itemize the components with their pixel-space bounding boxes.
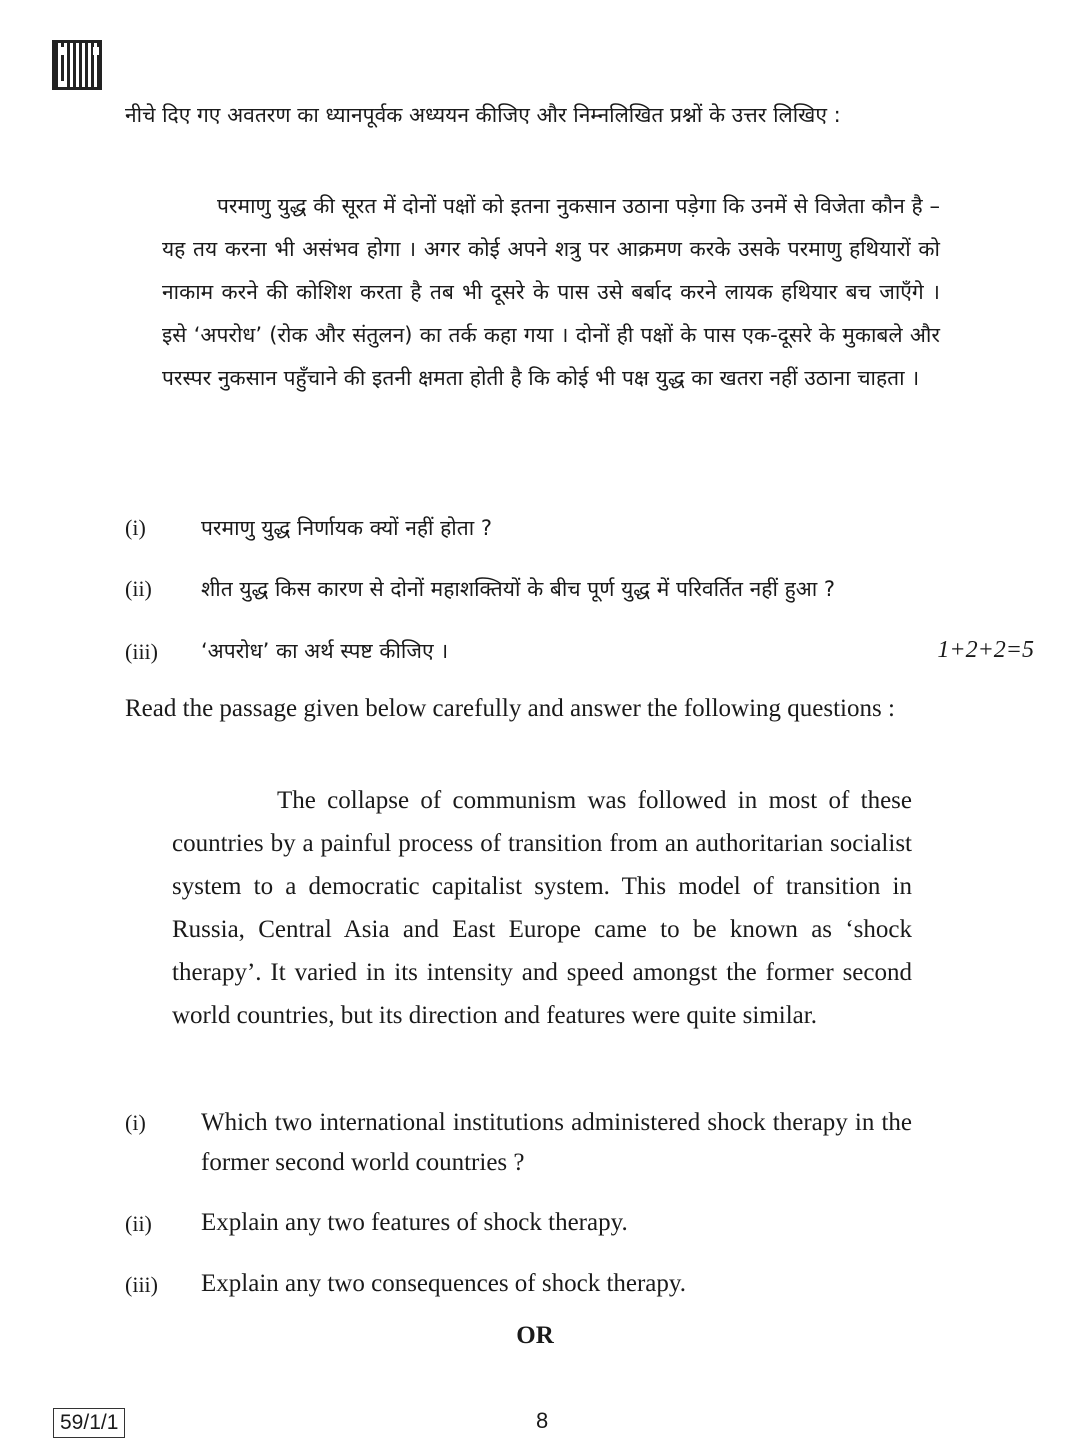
- question-text: Explain any two consequences of shock therapy.: [201, 1270, 687, 1297]
- question-number: (i): [125, 515, 146, 540]
- paper-code: 59/1/1: [53, 1408, 125, 1438]
- question-text: परमाणु युद्ध निर्णायक क्यों नहीं होता ?: [201, 516, 492, 540]
- question-number: (ii): [125, 576, 152, 601]
- question-number: (iii): [125, 1272, 158, 1297]
- question-text: Explain any two features of shock therapy.: [201, 1209, 628, 1236]
- or-separator: OR: [516, 1322, 554, 1349]
- english-passage: The collapse of communism was followed in most of these countries by a painful process of transition from an authoritarian socialist system to a democratic capitalist system. This model of transition in Russia, Central Asia and East Europe came to be known as ‘shock therapy’. It varied in its intensity and speed amongst the former second world countries, but its direction and features were quite similar.: [172, 787, 912, 1029]
- qr-code-icon: [52, 40, 102, 90]
- english-instructions: Read the passage given below carefully and answer the following questions :: [125, 695, 895, 722]
- question-text: शीत युद्ध किस कारण से दोनों महाशक्तियों के बीच पूर्ण युद्ध में परिवर्तित नहीं हुआ ?: [201, 577, 836, 601]
- page-number: 8: [536, 1408, 549, 1433]
- question-text: ‘अपरोध’ का अर्थ स्पष्ट कीजिए ।: [201, 639, 449, 663]
- question-number: (iii): [125, 639, 158, 664]
- hindi-passage: परमाणु युद्ध की सूरत में दोनों पक्षों को इतना नुकसान उठाना पड़ेगा कि उनमें से विजेता कौन है – यह तय करना भी असंभव होगा । अगर कोई अपने शत्रु पर आक्रमण करके उसके परमाणु हथियारों को नाकाम करने की कोशिश करता है तब भी दूसरे के पास उसे बर्बाद करने लायक हथियार बच जाएँगे । इसे ‘अपरोध’ (रोक और संतुलन) का तर्क कहा गया । दोनों ही पक्षों के पास एक-दूसरे के मुकाबले और परस्पर नुकसान पहुँचाने की इतनी क्षमता होती है कि कोई भी पक्ष युद्ध का खतरा नहीं उठाना चाहता ।: [162, 194, 940, 390]
- question-number: (i): [125, 1110, 146, 1135]
- question-text: Which two international institutions administered shock therapy in the former second world countries ?: [201, 1109, 912, 1176]
- hindi-instructions: नीचे दिए गए अवतरण का ध्यानपूर्वक अध्ययन कीजिए और निम्नलिखित प्रश्नों के उत्तर लिखिए :: [125, 103, 841, 127]
- question-number: (ii): [125, 1211, 152, 1236]
- marks-allocation: 1+2+2=5: [937, 637, 1034, 663]
